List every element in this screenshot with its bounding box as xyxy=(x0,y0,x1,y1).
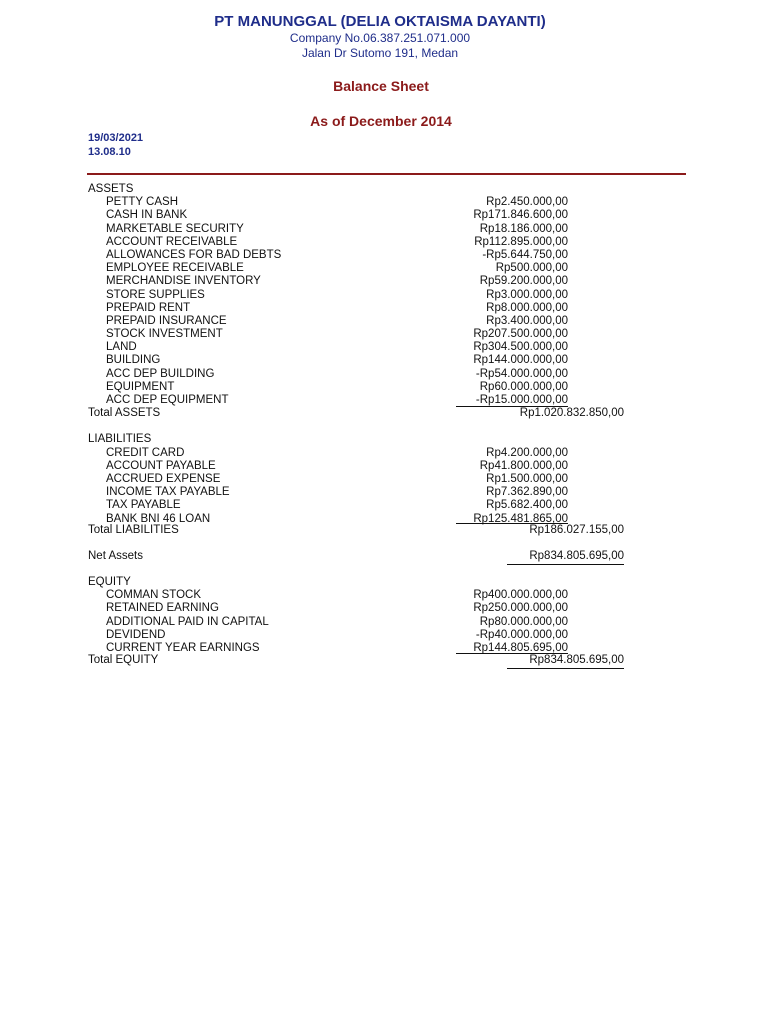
asset-label: BUILDING xyxy=(106,354,161,367)
equity-amount: -Rp40.000.000,00 xyxy=(475,628,568,641)
asset-label: EQUIPMENT xyxy=(106,380,175,393)
liability-amount: Rp7.362.890,00 xyxy=(486,486,568,499)
assets-total-amount: Rp1.020.832.850,00 xyxy=(519,407,624,420)
assets-total-label: Total ASSETS xyxy=(88,407,161,420)
asset-amount: -Rp54.000.000,00 xyxy=(475,367,568,380)
liability-row xyxy=(0,473,768,486)
equity-row xyxy=(0,616,768,629)
asset-amount: -Rp5.644.750,00 xyxy=(482,248,568,261)
equity-row xyxy=(0,629,768,642)
liability-row xyxy=(0,460,768,473)
asset-amount: -Rp15.000.000,00 xyxy=(475,394,568,406)
equity-label: DEVIDEND xyxy=(106,628,166,641)
asset-label: CASH IN BANK xyxy=(106,209,188,222)
equity-label: CURRENT YEAR EARNINGS xyxy=(106,642,260,654)
liability-label: TAX PAYABLE xyxy=(106,499,181,512)
report-title: Balance Sheet xyxy=(333,78,429,94)
asset-label: EMPLOYEE RECEIVABLE xyxy=(106,262,244,275)
liability-label: ACCRUED EXPENSE xyxy=(106,472,221,485)
asset-label: MARKETABLE SECURITY xyxy=(106,222,244,235)
asset-label: ACC DEP EQUIPMENT xyxy=(106,394,229,406)
asset-row xyxy=(0,223,768,236)
liability-row xyxy=(0,499,768,512)
asset-label: ACCOUNT RECEIVABLE xyxy=(106,235,238,248)
balance-sheet-table xyxy=(0,183,768,667)
liabilities-total-row xyxy=(0,524,768,537)
liabilities-heading-row xyxy=(0,433,768,446)
net-assets-amount: Rp834.805.695,00 xyxy=(529,549,624,562)
asset-label: MERCHANDISE INVENTORY xyxy=(106,275,261,288)
asset-label: PREPAID RENT xyxy=(106,301,191,314)
equity-total-amount: Rp834.805.695,00 xyxy=(529,654,624,667)
liability-row xyxy=(0,447,768,460)
equity-label: ADDITIONAL PAID IN CAPITAL xyxy=(106,615,269,628)
liability-label: INCOME TAX PAYABLE xyxy=(106,486,230,499)
equity-amount: Rp80.000.000,00 xyxy=(479,615,568,628)
liability-amount: Rp125.481.865,00 xyxy=(473,512,568,525)
header-separator xyxy=(87,173,686,175)
asset-row xyxy=(0,381,768,394)
section-spacer xyxy=(0,537,768,550)
asset-label: ACC DEP BUILDING xyxy=(106,367,215,380)
asset-row xyxy=(0,275,768,288)
liability-amount: Rp1.500.000,00 xyxy=(486,472,568,485)
asset-amount: Rp2.450.000,00 xyxy=(486,196,568,209)
asset-amount: Rp59.200.000,00 xyxy=(479,275,568,288)
asset-amount: Rp18.186.000,00 xyxy=(479,222,568,235)
equity-amount: Rp250.000.000,00 xyxy=(473,602,568,615)
assets-total-row xyxy=(0,407,768,420)
asset-row xyxy=(0,341,768,354)
asset-amount: Rp207.500.000,00 xyxy=(473,328,568,341)
liability-label: ACCOUNT PAYABLE xyxy=(106,459,216,472)
asset-row xyxy=(0,354,768,367)
equity-amount: Rp400.000.000,00 xyxy=(473,589,568,602)
asset-amount: Rp3.000.000,00 xyxy=(486,288,568,301)
asset-row xyxy=(0,394,768,407)
print-date: 19/03/2021 xyxy=(88,132,144,144)
asset-row xyxy=(0,196,768,209)
equity-total-row xyxy=(0,654,768,667)
net-assets-underline xyxy=(507,564,624,565)
asset-label: ALLOWANCES FOR BAD DEBTS xyxy=(106,248,282,261)
company-name: PT MANUNGGAL (DELIA OKTAISMA DAYANTI) xyxy=(214,13,546,30)
asset-label: PREPAID INSURANCE xyxy=(106,314,227,327)
equity-heading: EQUITY xyxy=(88,576,131,589)
liability-amount: Rp41.800.000,00 xyxy=(479,459,568,472)
asset-row xyxy=(0,236,768,249)
asset-amount: Rp304.500.000,00 xyxy=(473,341,568,354)
asset-row xyxy=(0,289,768,302)
asset-label: PETTY CASH xyxy=(106,196,178,209)
liability-label: CREDIT CARD xyxy=(106,446,185,459)
asset-row xyxy=(0,249,768,262)
liability-amount: Rp5.682.400,00 xyxy=(486,499,568,512)
asset-row xyxy=(0,302,768,315)
equity-row xyxy=(0,602,768,615)
asset-label: STOCK INVESTMENT xyxy=(106,328,223,341)
asset-amount: Rp8.000.000,00 xyxy=(486,301,568,314)
asset-row xyxy=(0,328,768,341)
equity-total-label: Total EQUITY xyxy=(88,654,159,667)
liability-label: BANK BNI 46 LOAN xyxy=(106,512,211,525)
liabilities-total-amount: Rp186.027.155,00 xyxy=(529,523,624,536)
liabilities-heading: LIABILITIES xyxy=(88,433,152,446)
asset-label: LAND xyxy=(106,341,137,354)
asset-amount: Rp171.846.600,00 xyxy=(473,209,568,222)
equity-label: COMMAN STOCK xyxy=(106,589,201,602)
equity-label: RETAINED EARNING xyxy=(106,602,219,615)
asset-amount: Rp112.895.000,00 xyxy=(474,235,568,248)
print-info xyxy=(88,131,143,159)
asset-amount: Rp500.000,00 xyxy=(495,262,568,275)
section-spacer xyxy=(0,563,768,576)
equity-heading-row xyxy=(0,576,768,589)
print-time: 13.08.10 xyxy=(88,146,131,158)
report-period: As of December 2014 xyxy=(310,113,452,129)
company-address: Jalan Dr Sutomo 191, Medan xyxy=(301,46,459,60)
liabilities-total-label: Total LIABILITIES xyxy=(88,523,179,536)
section-spacer xyxy=(0,420,768,433)
equity-total-underline xyxy=(507,668,624,669)
asset-row xyxy=(0,315,768,328)
equity-row xyxy=(0,589,768,602)
asset-label: STORE SUPPLIES xyxy=(106,288,205,301)
assets-heading-row xyxy=(0,183,768,196)
asset-amount: Rp144.000.000,00 xyxy=(473,354,568,367)
net-assets-label: Net Assets xyxy=(88,549,143,562)
liability-row xyxy=(0,486,768,499)
company-header xyxy=(0,12,760,61)
asset-amount: Rp3.400.000,00 xyxy=(486,314,568,327)
asset-row xyxy=(0,368,768,381)
net-assets-row xyxy=(0,550,768,563)
company-number: Company No.06.387.251.071.000 xyxy=(289,31,471,45)
equity-amount: Rp144.805.695,00 xyxy=(473,642,568,654)
liability-amount: Rp4.200.000,00 xyxy=(486,446,568,459)
assets-heading: ASSETS xyxy=(88,183,134,195)
asset-amount: Rp60.000.000,00 xyxy=(479,380,568,393)
asset-row xyxy=(0,262,768,275)
asset-row xyxy=(0,209,768,222)
